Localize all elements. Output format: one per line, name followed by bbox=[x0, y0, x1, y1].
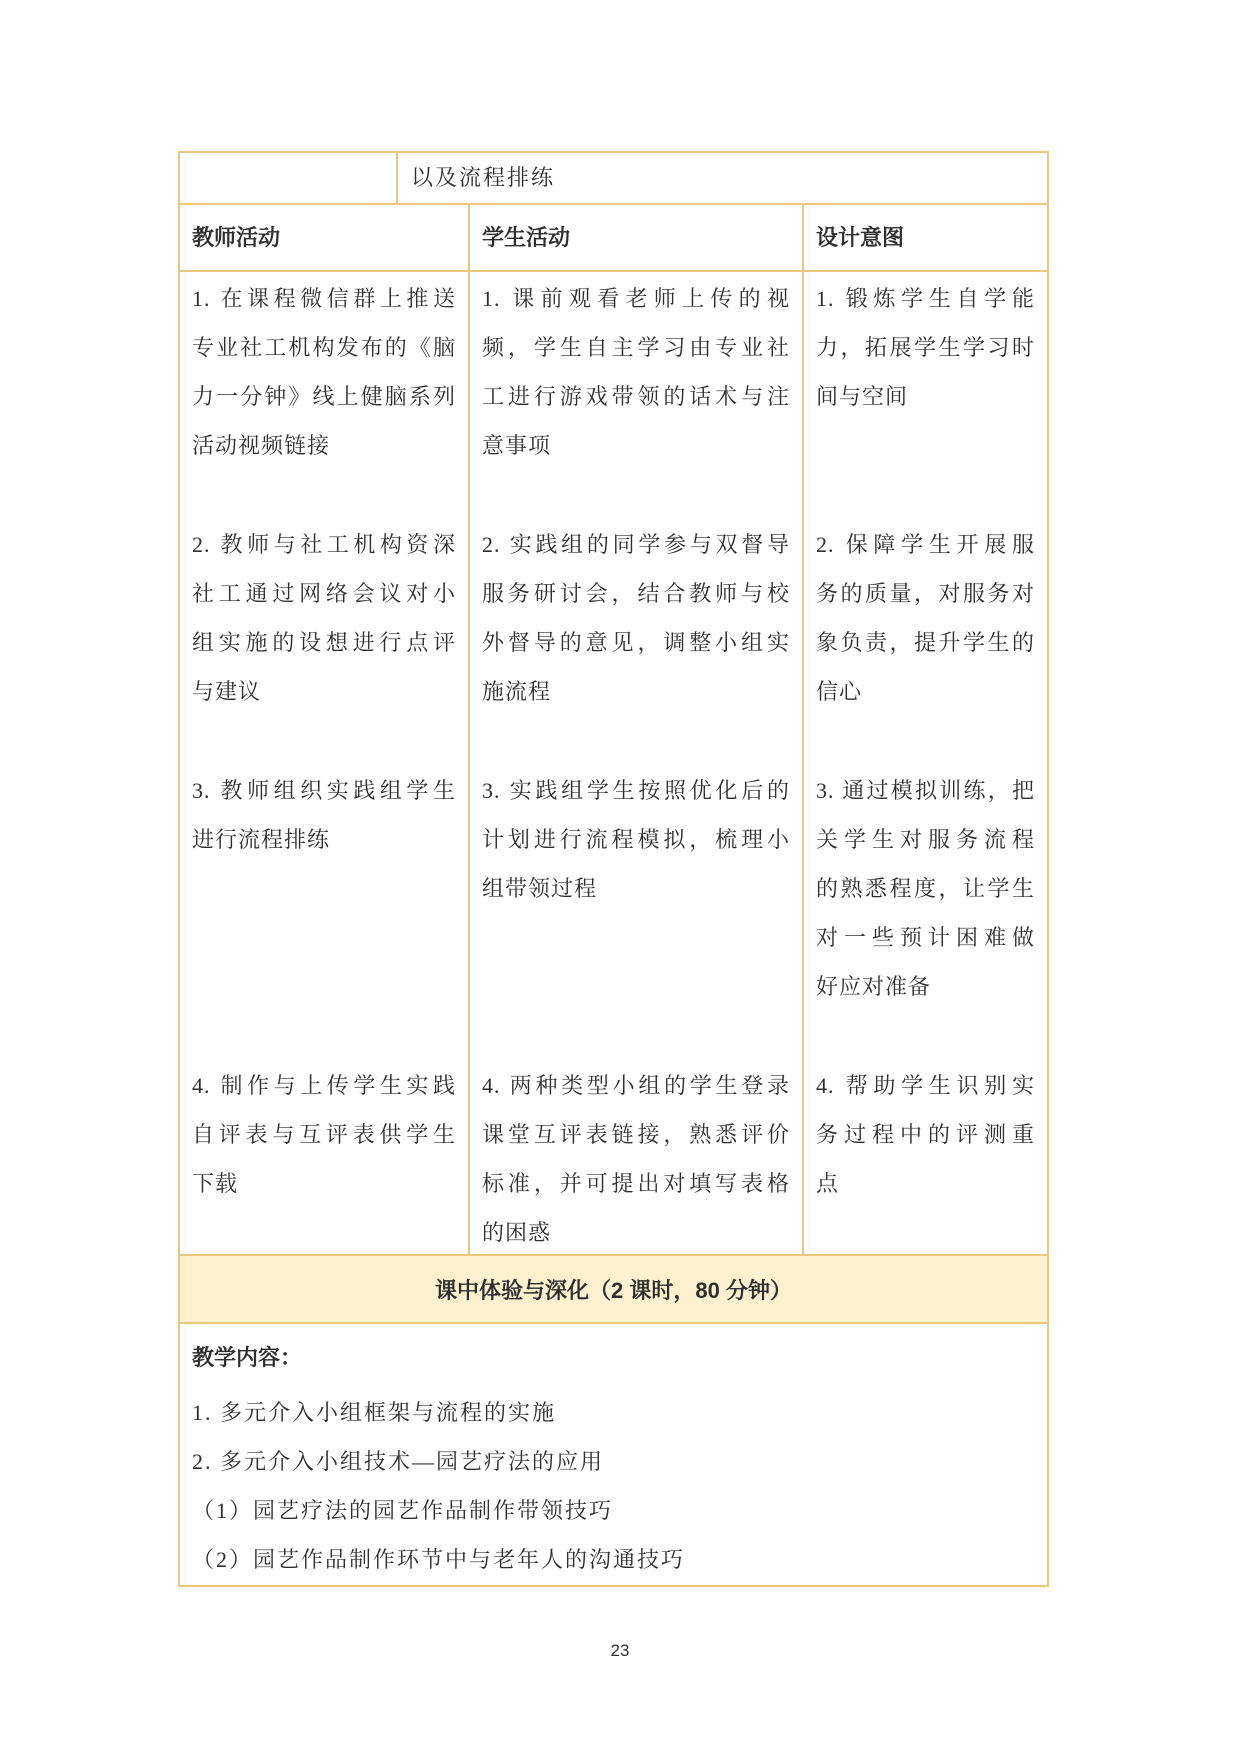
activity-line: 4. 两种类型小组的学生登录 bbox=[482, 1073, 790, 1098]
activity-line: 4. 帮助学生识别实 bbox=[816, 1073, 1035, 1098]
lesson-plan-table bbox=[178, 151, 1049, 1587]
activity-item bbox=[816, 1061, 1035, 1208]
activity-line: 进行流程排练 bbox=[192, 827, 331, 852]
activity-line: 3. 实践组学生按照优化后的 bbox=[482, 778, 790, 803]
page-number: 23 bbox=[610, 1641, 630, 1660]
activity-item bbox=[192, 520, 456, 766]
student-activity-cell bbox=[470, 272, 804, 1254]
header-row bbox=[180, 205, 1047, 272]
activity-item bbox=[482, 766, 790, 1061]
activity-line: 计划进行流程模拟，梳理小 bbox=[482, 827, 790, 852]
activity-item bbox=[192, 766, 456, 1061]
activity-item bbox=[482, 520, 790, 766]
activity-line: 活动视频链接 bbox=[192, 433, 331, 458]
activity-line: 2. 教师与社工机构资深 bbox=[192, 532, 456, 557]
section-header-row bbox=[180, 1256, 1047, 1324]
activity-line: 对一些预计困难做 bbox=[816, 925, 1035, 950]
activity-line: 3. 通过模拟训练，把 bbox=[816, 778, 1035, 803]
activity-line: 1. 在课程微信群上推送 bbox=[192, 286, 456, 311]
activity-line: 2. 实践组的同学参与双督导 bbox=[482, 532, 790, 557]
activity-item bbox=[192, 1061, 456, 1208]
activity-line: 务过程中的评测重 bbox=[816, 1122, 1035, 1147]
activity-line: 点 bbox=[816, 1171, 840, 1196]
content-line: 1. 多元介入小组框架与流程的实施 bbox=[192, 1400, 557, 1425]
section-title: 课中体验与深化（2 课时，80 分钟） bbox=[435, 1277, 792, 1303]
activity-line: 1. 课前观看老师上传的视 bbox=[482, 286, 790, 311]
activity-line: 象负责，提升学生的 bbox=[816, 630, 1035, 655]
activity-line: 与建议 bbox=[192, 679, 262, 704]
continuation-text: 以及流程排练 bbox=[411, 165, 556, 190]
header-student-activity: 学生活动 bbox=[470, 205, 804, 270]
activity-line: 2. 保障学生开展服 bbox=[816, 532, 1035, 557]
activity-line: 标准，并可提出对填写表格 bbox=[482, 1171, 790, 1196]
content-heading: 教学内容： bbox=[192, 1345, 303, 1370]
content-list bbox=[192, 1388, 1035, 1584]
activity-item bbox=[192, 274, 456, 520]
activity-item bbox=[482, 1061, 790, 1254]
continuation-row bbox=[180, 153, 1047, 205]
activity-line: 4. 制作与上传学生实践 bbox=[192, 1073, 456, 1098]
activity-line: 好应对准备 bbox=[816, 974, 932, 999]
activity-line: 工进行游戏带领的话术与注 bbox=[482, 384, 790, 409]
content-line: （2）园艺作品制作环节中与老年人的沟通技巧 bbox=[192, 1547, 686, 1572]
activity-item bbox=[816, 274, 1035, 520]
teaching-content bbox=[180, 1324, 1047, 1585]
activity-item bbox=[816, 766, 1035, 1061]
activity-line: 间与空间 bbox=[816, 384, 909, 409]
activity-line: 力，拓展学生学习时 bbox=[816, 335, 1035, 360]
activity-item bbox=[482, 274, 790, 520]
activity-line: 的困惑 bbox=[482, 1220, 552, 1245]
header-design-intent: 设计意图 bbox=[816, 225, 905, 250]
activity-line: 社工通过网络会议对小 bbox=[192, 581, 456, 606]
activity-line: 信心 bbox=[816, 679, 863, 704]
activities-row bbox=[180, 272, 1047, 1256]
activity-line: 专业社工机构发布的《脑 bbox=[192, 335, 456, 360]
activity-item bbox=[816, 520, 1035, 766]
content-line: 2. 多元介入小组技术—园艺疗法的应用 bbox=[192, 1449, 605, 1474]
activity-line: 3. 教师组织实践组学生 bbox=[192, 778, 456, 803]
activity-line: 组实施的设想进行点评 bbox=[192, 630, 456, 655]
activity-line: 1. 锻炼学生自学能 bbox=[816, 286, 1035, 311]
activity-line: 施流程 bbox=[482, 679, 552, 704]
activity-line: 的熟悉程度，让学生 bbox=[816, 876, 1035, 901]
activity-line: 关学生对服务流程 bbox=[816, 827, 1035, 852]
activity-line: 下载 bbox=[192, 1171, 239, 1196]
activity-line: 务的质量，对服务对 bbox=[816, 581, 1035, 606]
activity-line: 组带领过程 bbox=[482, 876, 598, 901]
activity-line: 服务研讨会，结合教师与校 bbox=[482, 581, 790, 606]
design-intent-cell bbox=[804, 272, 1047, 1254]
activity-line: 外督导的意见，调整小组实 bbox=[482, 630, 790, 655]
activity-line: 频，学生自主学习由专业社 bbox=[482, 335, 790, 360]
activity-line: 课堂互评表链接，熟悉评价 bbox=[482, 1122, 790, 1147]
activity-line: 意事项 bbox=[482, 433, 552, 458]
activity-line: 力一分钟》线上健脑系列 bbox=[192, 384, 456, 409]
content-line: （1）园艺疗法的园艺作品制作带领技巧 bbox=[192, 1498, 614, 1523]
activity-line: 自评表与互评表供学生 bbox=[192, 1122, 456, 1147]
continuation-left-cell bbox=[180, 153, 398, 203]
header-teacher-activity: 教师活动 bbox=[180, 205, 470, 270]
teacher-activity-cell bbox=[180, 272, 470, 1254]
